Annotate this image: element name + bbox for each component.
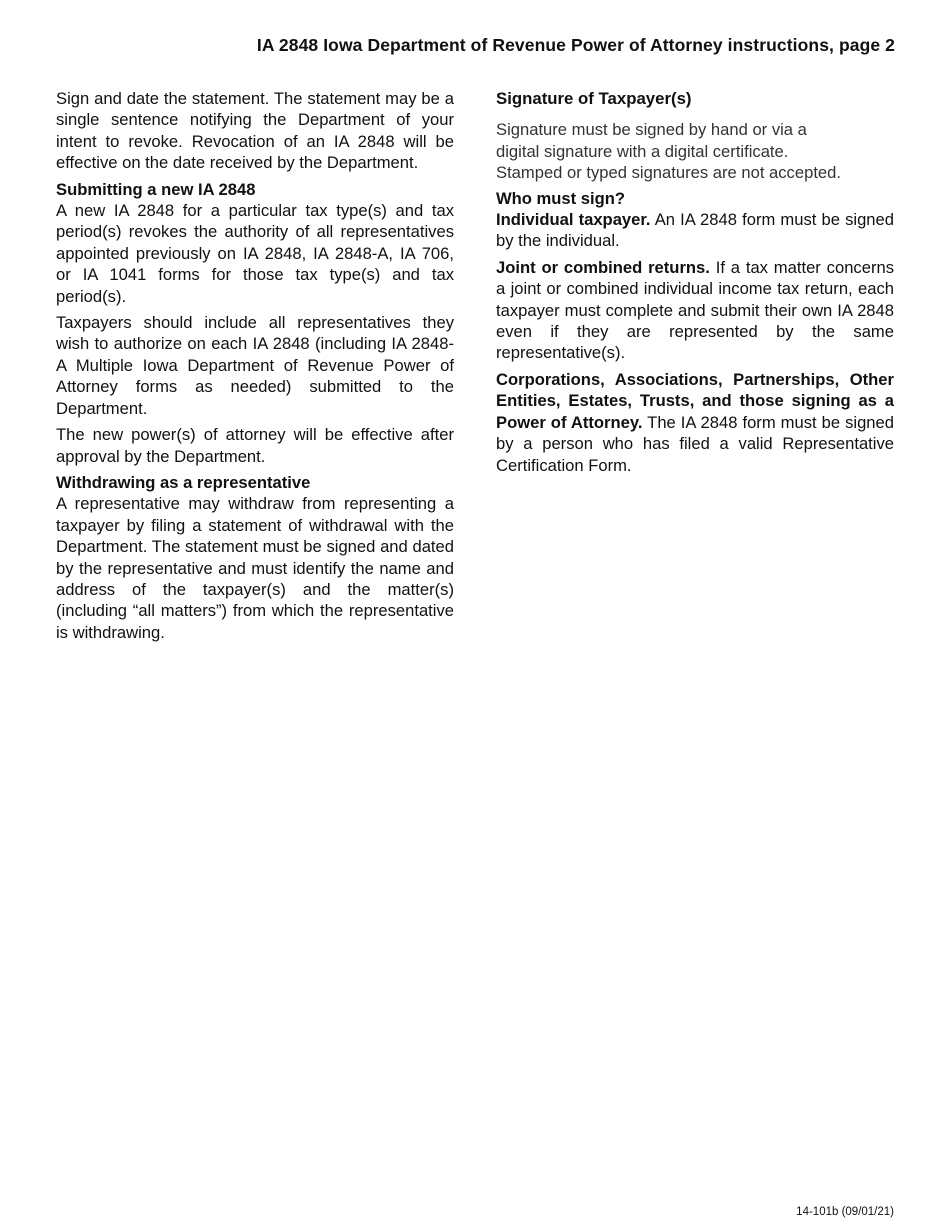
form-code: 14-101b (09/01/21)	[796, 1206, 894, 1218]
individual-taxpayer-text: An IA 2848 form must be signed by the individual.	[496, 210, 894, 251]
corporations-text: The IA 2848 form must be signed by a person who has filed a valid Representative Certification Form.	[496, 412, 894, 475]
individual-taxpayer-paragraph	[496, 209, 894, 252]
revocation-paragraph: Sign and date the statement. The statement may be a single sentence notifying the Department of your intent to revoke. Revocation of an IA 2848 will be effective on the date received by the Department.	[56, 89, 454, 173]
corporations-lead: Corporations, Associations, Partnerships, Other Entities, Estates, Trusts, and those signing as a Power of Attorney.	[496, 369, 894, 432]
corporations-paragraph	[496, 369, 894, 476]
submitting-heading: Submitting a new IA 2848	[56, 179, 256, 199]
submitting-paragraph-3: The new power(s) of attorney will be effective after approval by the Department.	[56, 425, 454, 466]
signature-requirements	[496, 119, 894, 183]
right-column	[496, 88, 894, 481]
individual-taxpayer-lead: Individual taxpayer.	[496, 210, 651, 230]
submitting-paragraph-2: Taxpayers should include all representatives they wish to authorize on each IA 2848 (including IA 2848-A Multiple Iowa Department of Revenue Power of Attorney forms as needed) submitted to the Department.	[56, 313, 454, 418]
withdrawing-heading: Withdrawing as a representative	[56, 472, 311, 492]
joint-returns-lead: Joint or combined returns.	[496, 257, 710, 277]
signature-line: digital signature with a digital certificate.	[496, 141, 789, 161]
signature-heading: Signature of Taxpayer(s)	[496, 89, 692, 108]
signature-line: Stamped or typed signatures are not accepted.	[496, 163, 841, 183]
withdrawing-paragraph: A representative may withdraw from representing a taxpayer by filing a statement of withdrawal with the Department. The statement must be signed and dated by the representative and must identify the name and address of the taxpayer(s) and the matter(s) (including “all matters”) from which the representative is withdrawing.	[56, 494, 454, 642]
submitting-paragraph-1: A new IA 2848 for a particular tax type(s) and tax period(s) revokes the authority of all representatives appointed previously on IA 2848, IA 2848-A, IA 706, or IA 1041 forms for those tax type(s) and tax period(s).	[56, 201, 454, 306]
page-title: IA 2848 Iowa Department of Revenue Power of Attorney instructions, page 2	[256, 35, 895, 55]
signature-line: Signature must be signed by hand or via a	[496, 120, 807, 140]
joint-returns-text: If a tax matter concerns a joint or combined individual income tax return, each taxpayer must complete and submit their own IA 2848 even if they are represented by the same representative(s).	[496, 257, 894, 363]
who-must-sign-heading: Who must sign?	[496, 188, 626, 208]
joint-returns-paragraph	[496, 257, 894, 364]
left-column	[56, 88, 454, 648]
